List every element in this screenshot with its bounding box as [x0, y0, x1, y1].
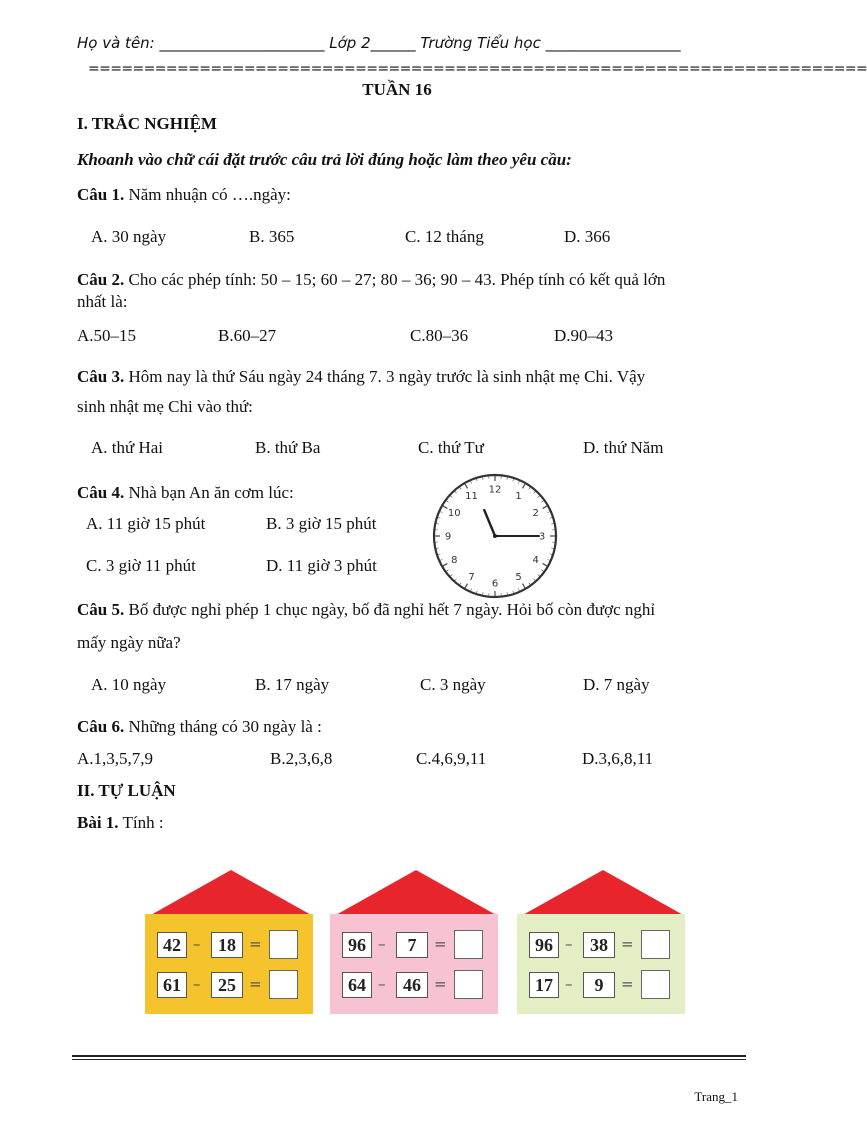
house-roof [517, 868, 689, 918]
clock-number: 4 [532, 555, 539, 566]
q5-option-b[interactable]: B. 17 ngày [255, 675, 330, 694]
q1-option-c[interactable]: C. 12 tháng [405, 227, 484, 246]
q1-option-a[interactable]: A. 30 ngày [91, 227, 167, 246]
clock-number: 2 [532, 508, 539, 519]
section-title-essay: II. TỰ LUẬN [77, 781, 176, 800]
question-5 [77, 600, 655, 620]
question-label: Câu 1. [77, 185, 125, 204]
minus-sign: – [565, 975, 573, 993]
question-text: Nhà bạn An ăn cơm lúc: [124, 483, 294, 502]
clock-number: 7 [468, 572, 475, 584]
footer-rule-thin [72, 1059, 746, 1060]
q3-option-c[interactable]: C. thứ Tư [418, 438, 484, 457]
question-label: Câu 5. [77, 600, 125, 619]
separator-line: ====================================================================== [88, 61, 867, 77]
house-roof [145, 868, 317, 918]
minus-sign: – [193, 935, 201, 953]
question-3-continued: sinh nhật mẹ Chi vào thứ: [77, 397, 253, 416]
q4-option-d[interactable]: D. 11 giờ 3 phút [266, 556, 377, 575]
q6-option-c[interactable]: C.4,6,9,11 [416, 749, 487, 768]
subtrahend-box: 18 [211, 932, 243, 958]
clock-number: 12 [488, 484, 502, 496]
clock-number: 6 [491, 578, 499, 590]
question-label: Câu 4. [77, 483, 125, 502]
answer-box[interactable] [641, 970, 670, 999]
question-2 [77, 270, 665, 290]
house-body [145, 914, 313, 1014]
equals-sign: = [434, 935, 447, 953]
clock-number: 8 [451, 555, 458, 566]
question-1 [77, 185, 291, 205]
minus-sign: – [378, 935, 386, 953]
equals-sign: = [621, 975, 634, 993]
q2-option-b[interactable]: B.60–27 [218, 326, 277, 345]
instruction-text: Khoanh vào chữ cái đặt trước câu trả lời đúng hoặc làm theo yêu cầu: [77, 150, 572, 169]
house-2 [330, 868, 502, 1014]
minus-sign: – [193, 975, 201, 993]
minuend-box: 42 [157, 932, 187, 958]
q6-option-d[interactable]: D.3,6,8,11 [582, 749, 654, 768]
house-roof [330, 868, 502, 918]
q1-option-b[interactable]: B. 365 [249, 227, 295, 246]
minus-sign: – [378, 975, 386, 993]
clock-number: 9 [444, 531, 452, 543]
q2-option-d[interactable]: D.90–43 [554, 326, 614, 345]
minuend-box: 96 [529, 932, 559, 958]
q4-option-a[interactable]: A. 11 giờ 15 phút [86, 514, 206, 533]
clock-number: 11 [465, 490, 478, 502]
clock-number: 1 [515, 490, 522, 502]
section-title-multiple-choice: I. TRẮC NGHIỆM [77, 114, 217, 133]
minuend-box: 96 [342, 932, 372, 958]
answer-box[interactable] [454, 970, 483, 999]
house-body [330, 914, 498, 1014]
q6-option-a[interactable]: A.1,3,5,7,9 [77, 749, 154, 768]
q3-option-a[interactable]: A. thứ Hai [91, 438, 164, 457]
question-4 [77, 483, 294, 503]
house-3 [517, 868, 689, 1014]
equals-sign: = [249, 975, 262, 993]
equals-sign: = [249, 935, 262, 953]
answer-box[interactable] [269, 970, 298, 999]
q4-option-c[interactable]: C. 3 giờ 11 phút [86, 556, 196, 575]
clock-number: 10 [447, 508, 461, 519]
exercise-label: Bài 1. [77, 813, 119, 832]
week-title: TUẦN 16 [362, 80, 432, 99]
student-info-line: Họ và tên: ______________________ Lớp 2______ Trường Tiểu học __________________ [77, 34, 681, 52]
equals-sign: = [434, 975, 447, 993]
subtrahend-box: 9 [583, 972, 615, 998]
answer-box[interactable] [641, 930, 670, 959]
question-text: Hôm nay là thứ Sáu ngày 24 tháng 7. 3 ngày trước là sinh nhật mẹ Chi. Vậy [124, 367, 646, 386]
clock-face [428, 472, 562, 596]
q1-option-d[interactable]: D. 366 [564, 227, 611, 246]
subtrahend-box: 25 [211, 972, 243, 998]
question-text: Bố được nghỉ phép 1 chục ngày, bố đã nghỉ hết 7 ngày. Hỏi bố còn được nghỉ [124, 600, 656, 619]
q2-option-a[interactable]: A.50–15 [77, 326, 137, 345]
house-body [517, 914, 685, 1014]
question-text: Cho các phép tính: 50 – 15; 60 – 27; 80 – 36; 90 – 43. Phép tính có kết quả lớn [124, 270, 666, 289]
exercise-1 [77, 813, 164, 833]
equals-sign: = [621, 935, 634, 953]
clock-number: 3 [538, 531, 546, 543]
house-1 [145, 868, 317, 1014]
page-number: Trang_1 [694, 1089, 738, 1104]
question-3 [77, 367, 645, 387]
subtrahend-box: 7 [396, 932, 428, 958]
clock-number: 5 [515, 572, 522, 584]
answer-box[interactable] [269, 930, 298, 959]
q5-option-d[interactable]: D. 7 ngày [583, 675, 650, 694]
question-label: Câu 3. [77, 367, 125, 386]
q5-option-c[interactable]: C. 3 ngày [420, 675, 486, 694]
q6-option-b[interactable]: B.2,3,6,8 [270, 749, 333, 768]
minuend-box: 61 [157, 972, 187, 998]
question-2-continued: nhất là: [77, 292, 128, 311]
question-6 [77, 717, 322, 737]
q5-option-a[interactable]: A. 10 ngày [91, 675, 167, 694]
clock-center [493, 534, 497, 538]
q3-option-b[interactable]: B. thứ Ba [255, 438, 321, 457]
question-label: Câu 2. [77, 270, 125, 289]
exercise-text: Tính : [118, 813, 164, 832]
question-label: Câu 6. [77, 717, 125, 736]
minus-sign: – [565, 935, 573, 953]
subtrahend-box: 46 [396, 972, 428, 998]
question-text: Những tháng có 30 ngày là : [124, 717, 322, 736]
footer-rule [72, 1055, 746, 1057]
q3-option-d[interactable]: D. thứ Năm [583, 438, 664, 457]
q4-option-b[interactable]: B. 3 giờ 15 phút [266, 514, 377, 533]
q2-option-c[interactable]: C.80–36 [410, 326, 469, 345]
question-text: Năm nhuận có ….ngày: [124, 185, 291, 204]
minuend-box: 17 [529, 972, 559, 998]
minuend-box: 64 [342, 972, 372, 998]
answer-box[interactable] [454, 930, 483, 959]
subtrahend-box: 38 [583, 932, 615, 958]
question-5-continued: mấy ngày nữa? [77, 633, 181, 652]
